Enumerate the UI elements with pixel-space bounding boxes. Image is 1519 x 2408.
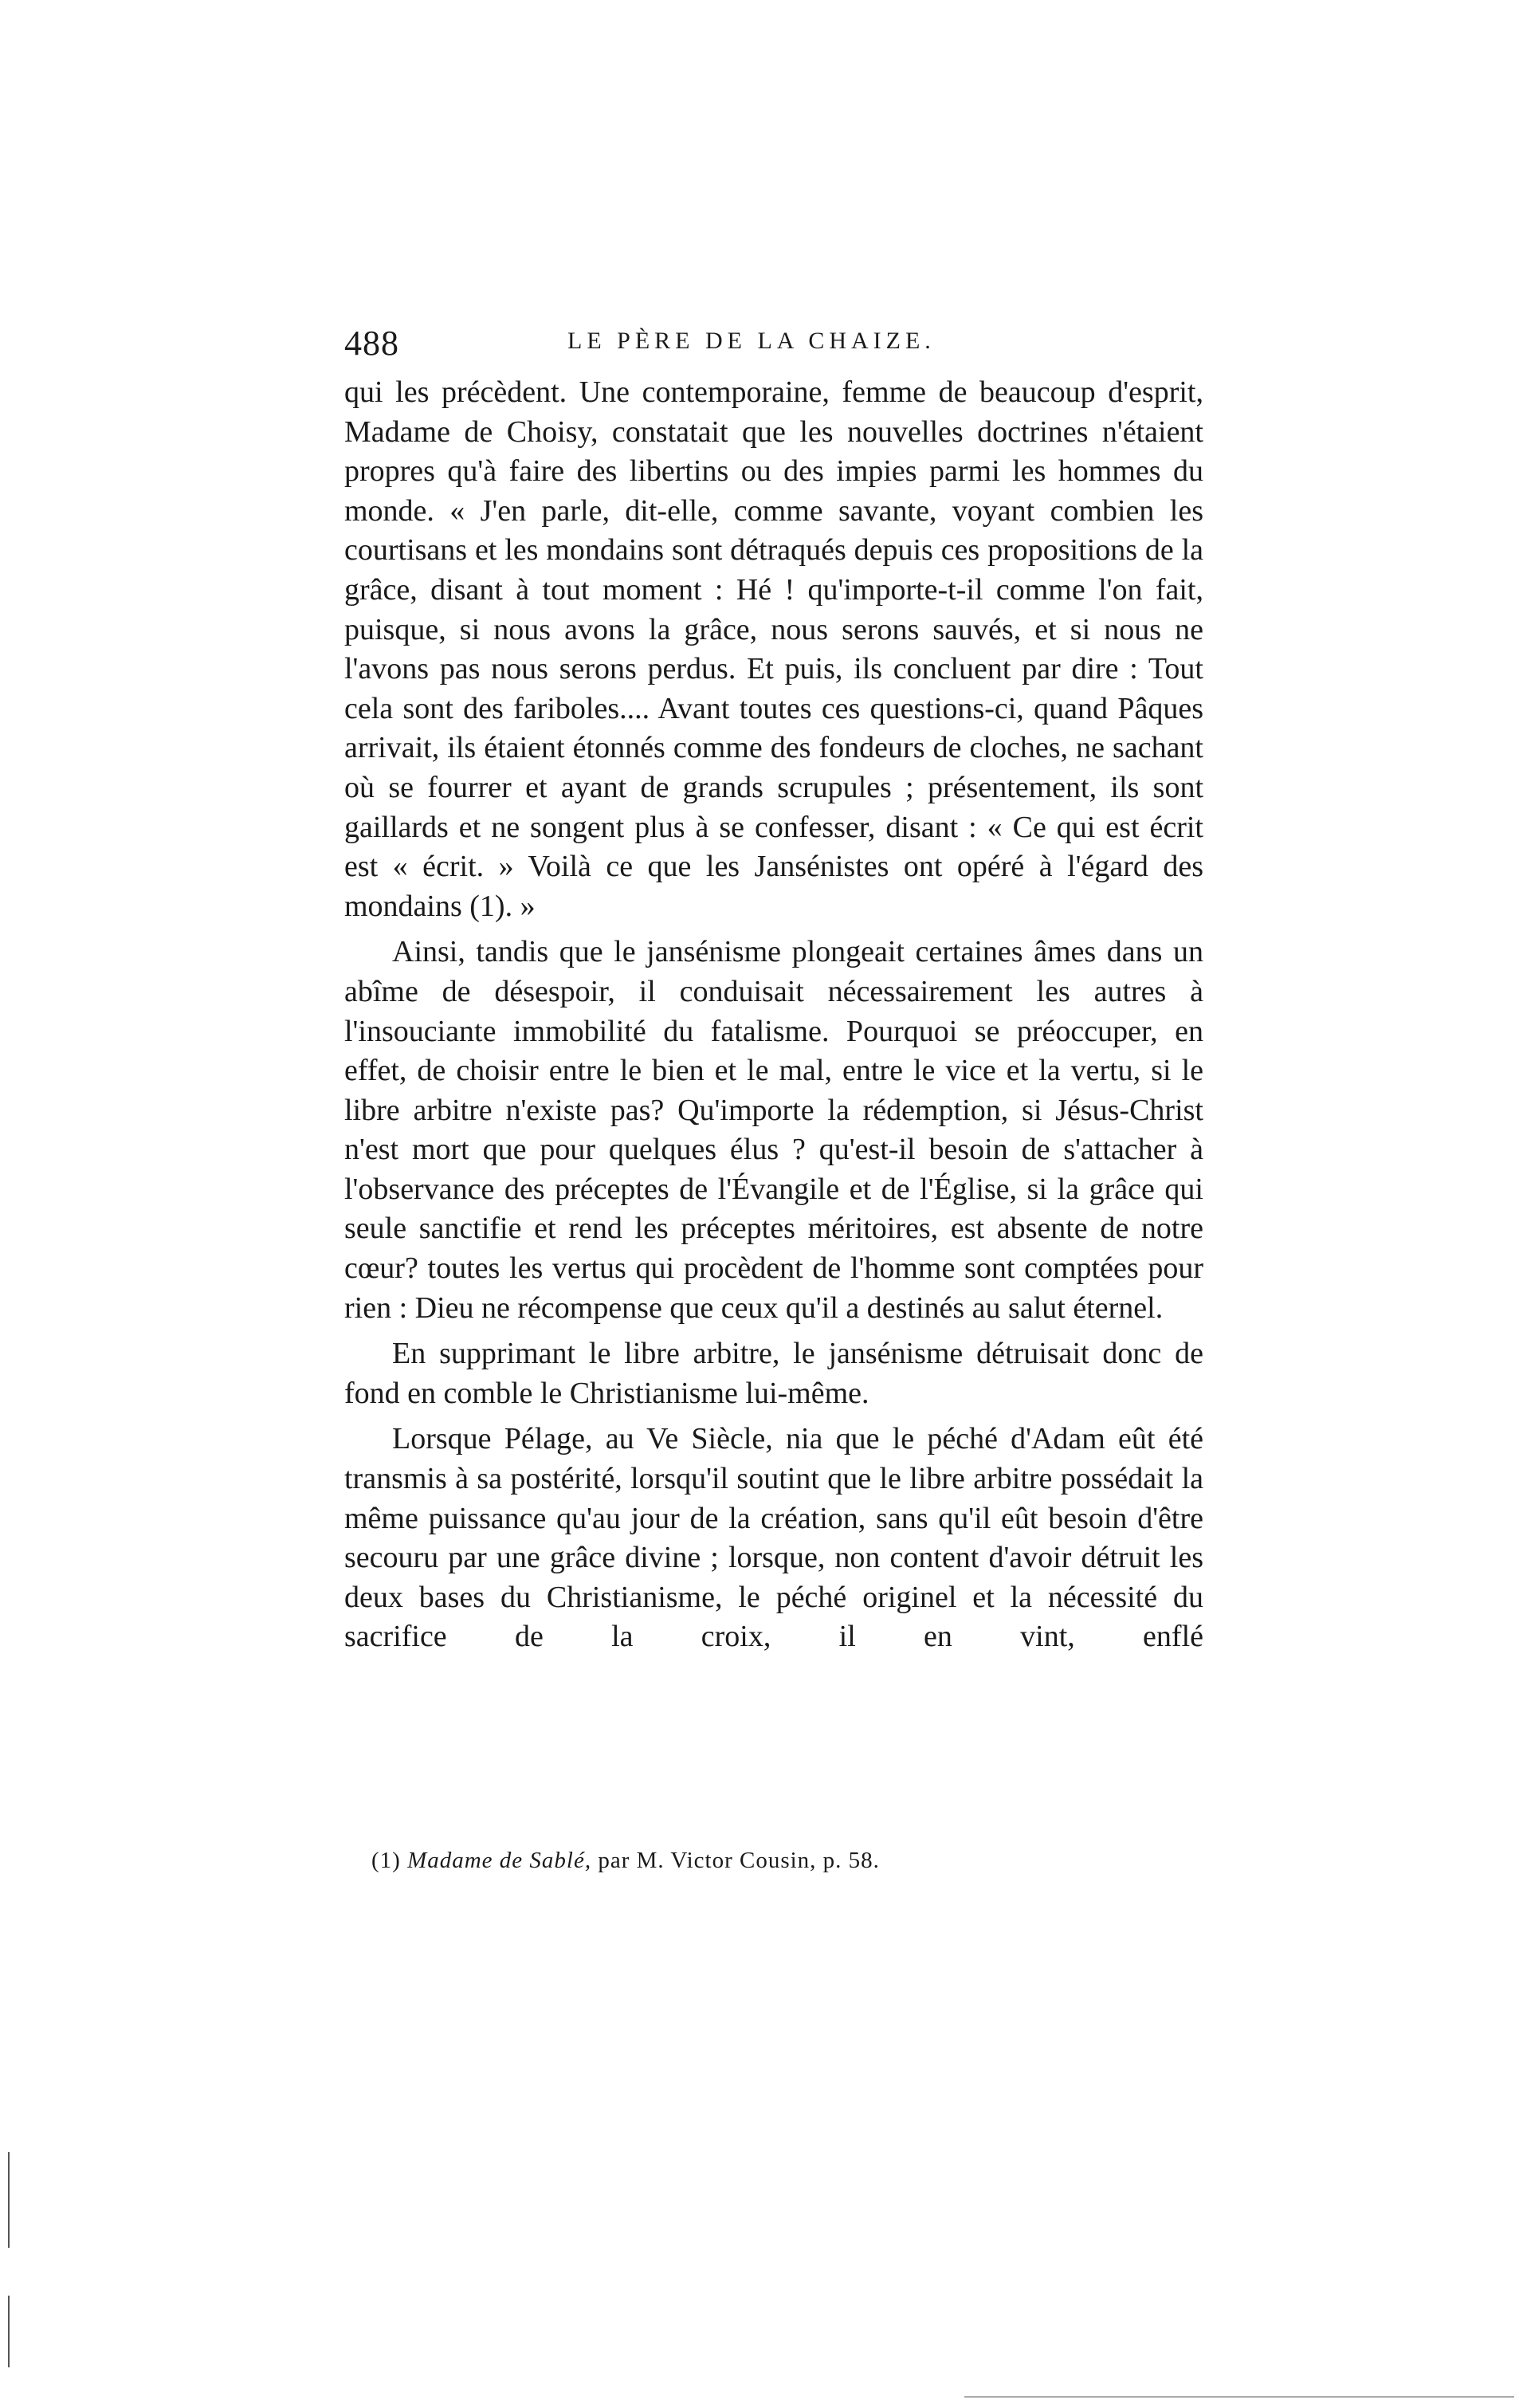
paragraph-2: Ainsi, tandis que le jansénisme plongeait certaines âmes dans un abîme de désespoir, il conduisait nécessairement les autres à l'insouciante immobilité du fatalisme. Pourquoi se préoccuper, en effet, de choisir entre le bien et le mal, entre le vice et la vertu, si le libre arbitre n'existe pas? Qu'importe la rédemption, si Jésus-Christ n'est mort que pour quelques élus ? qu'est-il besoin de s'attacher à l'observance des préceptes de l'Évangile et de l'Église, si la grâce qui seule sanctifie et rend les préceptes méritoires, est absente de notre cœur? toutes les vertus qui procèdent de l'homme sont comptées pour rien : Dieu ne récompense que ceux qu'il a destinés au salut éternel. bbox=[344, 935, 1203, 1325]
footnote-marker: (1) bbox=[371, 1848, 401, 1873]
page-number: 488 bbox=[344, 324, 399, 363]
paragraph-3: En supprimant le libre arbitre, le jansénisme détruisait donc de fond en comble le Christianisme lui-même. bbox=[344, 1337, 1203, 1410]
paragraph-4: Lorsque Pélage, au Ve Siècle, nia que le péché d'Adam eût été transmis à sa postérité, lorsqu'il soutint que le libre arbitre possédait la même puissance qu'au jour de la création, sans qu'il eût besoin d'être secouru par une grâce divine ; lorsque, non content d'avoir détruit les deux bases du Christianisme, le péché originel et la nécessité du sacrifice de la croix, il en vint, enflé bbox=[344, 1422, 1203, 1654]
paragraph-1: qui les précèdent. Une contemporaine, femme de beaucoup d'esprit, Madame de Choisy, constatait que les nouvelles doctrines n'étaient propres qu'à faire des libertins ou des impies parmi les hommes du monde. « J'en parle, dit-elle, comme savante, voyant combien les courtisans et les mondains sont détraqués depuis ces propositions de la grâce, disant à tout moment : Hé ! qu'importe-t-il comme l'on fait, puisque, si nous avons la grâce, nous serons sauvés, et si nous ne l'avons pas nous serons perdus. Et puis, ils concluent par dire : Tout cela sont des fariboles.... Avant toutes ces questions-ci, quand Pâques arrivait, ils étaient étonnés comme des fondeurs de cloches, ne sachant où se fourrer et ayant de grands scrupules ; présentement, ils sont gaillards et ne songent plus à se confesser, disant : « Ce qui est écrit est « écrit. » Voilà ce que les Jansénistes ont opéré à l'égard des mondains (1). » bbox=[344, 375, 1203, 923]
running-title: LE PÈRE DE LA CHAIZE. bbox=[567, 328, 936, 354]
footnote-citation: par M. Victor Cousin, p. 58. bbox=[598, 1848, 880, 1873]
page-header bbox=[344, 323, 1205, 371]
scan-edge-mark bbox=[8, 2152, 10, 2248]
footnote bbox=[371, 1848, 880, 1874]
scan-bottom-line bbox=[964, 2396, 1514, 2398]
footnote-title: Madame de Sablé, bbox=[407, 1848, 592, 1873]
body-text bbox=[344, 373, 1203, 1657]
scan-edge-mark bbox=[8, 2296, 10, 2367]
